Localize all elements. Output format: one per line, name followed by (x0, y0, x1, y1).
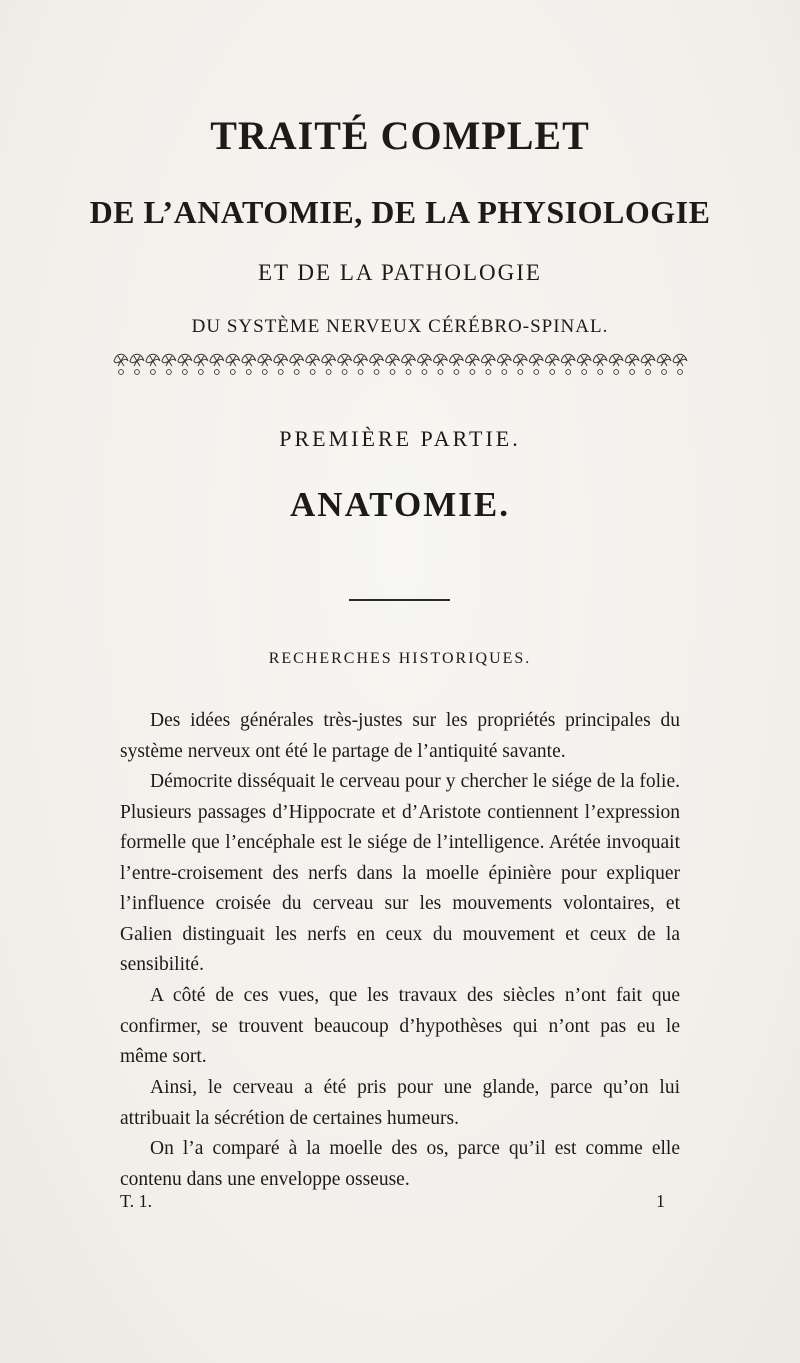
ornament-motif (386, 354, 400, 374)
divider-rule (349, 599, 450, 601)
paragraph: On l’a comparé à la moelle des os, parce qu’il est comme elle contenu dans une enveloppe osseuse. (120, 1138, 680, 1190)
ornament-motif (401, 354, 415, 374)
title-main: TRAITÉ COMPLET (210, 113, 590, 158)
ornament-motif (417, 354, 431, 374)
ornament-motif (162, 354, 176, 374)
ornament-motif (529, 354, 543, 374)
ornament-motif (194, 354, 208, 374)
ornament-motif (130, 354, 144, 374)
ornament-motif (274, 354, 288, 374)
ornament-motif (338, 354, 352, 374)
part-heading: PREMIÈRE PARTIE. (279, 426, 521, 451)
paragraph: Ainsi, le cerveau a été pris pour une glande, parce qu’on lui attribuait la sécrétion de certaines humeurs. (120, 1077, 680, 1129)
ornament-motif (433, 354, 447, 374)
ornament-motif (465, 354, 479, 374)
ornament-motif (625, 354, 639, 374)
ornament-motif (497, 354, 511, 374)
ornament-motif (673, 354, 687, 374)
title-line-3: ET DE LA PATHOLOGIE (258, 260, 542, 285)
ornament-motif (609, 354, 623, 374)
ornament-motif (290, 354, 304, 374)
ornament-motif (354, 354, 368, 374)
signature-mark: T. 1. (120, 1191, 153, 1211)
ornament-motif (657, 354, 671, 374)
ornament-motif (449, 354, 463, 374)
ornament-motif (481, 354, 495, 374)
ornament-motif (210, 354, 224, 374)
page-number: 1 (656, 1191, 665, 1211)
paragraph: A côté de ces vues, que les travaux des siècles n’ont fait que confirmer, se trouvent beaucoup d’hypothèses qui n’ont pas eu le même sort. (120, 985, 680, 1067)
ornament-motif (577, 354, 591, 374)
ornament-motif (641, 354, 655, 374)
ornament-motif (370, 354, 384, 374)
ornament-motif (322, 354, 336, 374)
paragraph: Des idées générales très-justes sur les propriétés principales du système nerveux ont été le partage de l’antiquité savante. (120, 710, 680, 762)
ornament-motif (114, 354, 128, 374)
ornament-motif (146, 354, 160, 374)
ornament-motif (513, 354, 527, 374)
ornament-motif (226, 354, 240, 374)
ornament-motif (258, 354, 272, 374)
ornament-motif (545, 354, 559, 374)
paragraph: Démocrite disséquait le cerveau pour y chercher le siége de la folie. Plusieurs passages d’Hippocrate et d’Aristote contiennent l’expression formelle que l’encéphale est le siége de l’intelligence. Arétée invoquait l’entre-croisement des nerfs dans la moelle épinière pour expliquer l’influence croisée du cerveau sur les mouvements volontaires, et Galien distinguait les nerfs en ceux du mouvement et ceux de la sensibilité. (120, 771, 680, 975)
section-heading: ANATOMIE. (290, 485, 510, 524)
ornament-motif (561, 354, 575, 374)
title-line-4: DU SYSTÈME NERVEUX CÉRÉBRO-SPINAL. (191, 316, 609, 337)
ornament-motif (242, 354, 256, 374)
ornamental-border (113, 349, 688, 379)
subheading: RECHERCHES HISTORIQUES. (268, 650, 532, 667)
title-line-2: DE L’ANATOMIE, DE LA PHYSIOLOGIE (89, 194, 711, 230)
ornament-motif (178, 354, 192, 374)
ornament-motif (593, 354, 607, 374)
ornament-motif (306, 354, 320, 374)
